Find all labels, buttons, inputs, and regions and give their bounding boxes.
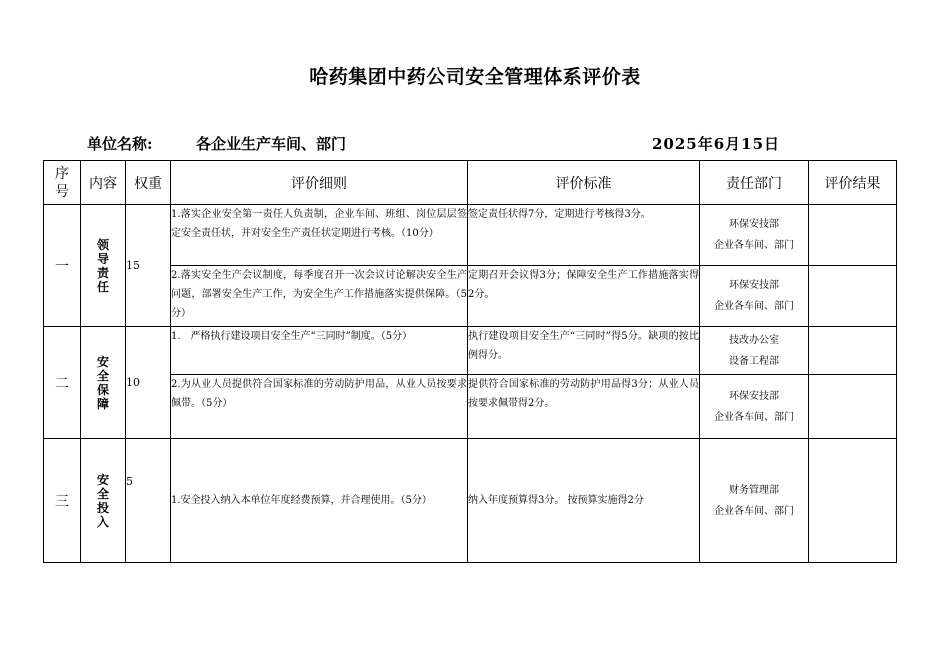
row-dept xyxy=(700,375,809,439)
dept-line-1: 环保安技部 xyxy=(729,280,779,291)
group-weight: 15 xyxy=(126,205,171,327)
group-content xyxy=(81,205,126,327)
row-standard: 签定责任状得7分，定期进行考核得3分。 xyxy=(468,205,700,266)
document-date: 2025年6月15日 xyxy=(652,135,781,153)
header-seq xyxy=(44,161,81,205)
row-dept xyxy=(700,439,809,563)
dept-line-1: 技改办公室 xyxy=(729,334,779,346)
row-detail: 2.落实安全生产会议制度，每季度召开一次会议讨论解决安全生产问题，部署安全生产工作，为安全生产工作措施落实提供保障。（5分） xyxy=(171,266,468,327)
header-result: 评价结果 xyxy=(809,161,897,205)
row-result xyxy=(809,205,897,266)
group-seq: 三 xyxy=(44,439,81,563)
unit-name-label: 单位名称: xyxy=(87,135,153,153)
row-standard: 提供符合国家标准的劳动防护用品得3分；从业人员按要求佩带得2分。 xyxy=(468,375,700,439)
dept-line-2: 设备工程部 xyxy=(729,355,779,367)
dept-line-1: 财务管理部 xyxy=(729,484,779,496)
group-content-text: 安全保障 xyxy=(96,354,109,411)
row-dept xyxy=(700,266,809,327)
row-result xyxy=(809,327,897,375)
unit-name-value: 各企业生产车间、部门 xyxy=(196,135,347,153)
row-result xyxy=(809,375,897,439)
row-detail: 2.为从业人员提供符合国家标准的劳动防护用品，从业人员按要求佩带。（5分） xyxy=(171,375,468,439)
table-row xyxy=(44,439,897,563)
row-detail: 1.落实企业安全第一责任人负责制，企业车间、班组、岗位层层签定安全责任状，并对安全生产责任状定期进行考核。（10分） xyxy=(171,205,468,266)
header-standard: 评价标准 xyxy=(468,161,700,205)
evaluation-table xyxy=(43,160,897,563)
row-standard: 纳入年度预算得3分。 按预算实施得2分 xyxy=(468,439,700,563)
group-content xyxy=(81,327,126,439)
dept-line-2: 企业各车间、部门 xyxy=(714,505,794,517)
group-content-text: 安全投入 xyxy=(96,472,109,529)
row-dept xyxy=(700,205,809,266)
dept-line-1: 环保安技部 xyxy=(729,219,779,230)
row-dept xyxy=(700,327,809,375)
table-row xyxy=(44,375,897,439)
row-detail: 1. 严格执行建设项目安全生产“三同时”制度。（5分） xyxy=(171,327,468,375)
row-result xyxy=(809,439,897,563)
row-result xyxy=(809,266,897,327)
header-dept: 责任部门 xyxy=(700,161,809,205)
row-standard: 执行建设项目安全生产“三同时”得5分。缺项的按比例得分。 xyxy=(468,327,700,375)
table-row xyxy=(44,327,897,375)
dept-line-2: 企业各车间、部门 xyxy=(714,301,794,312)
group-weight: 10 xyxy=(126,327,171,439)
dept-line-2: 企业各车间、部门 xyxy=(714,411,794,423)
header-weight: 权重 xyxy=(126,161,171,205)
table-header-row xyxy=(44,161,897,205)
group-seq: 二 xyxy=(44,327,81,439)
group-content-text: 领导责任 xyxy=(96,237,109,294)
header-seq-line-1: 序 xyxy=(55,165,69,182)
group-weight: 5 xyxy=(126,439,171,563)
row-detail: 1.安全投入纳入本单位年度经费预算，并合理使用。（5分） xyxy=(171,439,468,563)
dept-line-1: 环保安技部 xyxy=(729,390,779,402)
row-standard: 定期召开会议得3分；保障安全生产工作措施落实得2分。 xyxy=(468,266,700,327)
header-detail: 评价细则 xyxy=(171,161,468,205)
document-title: 哈药集团中药公司安全管理体系评价表 xyxy=(309,66,641,88)
group-content xyxy=(81,439,126,563)
dept-line-2: 企业各车间、部门 xyxy=(714,240,794,251)
group-seq: 一 xyxy=(44,205,81,327)
header-content: 内容 xyxy=(81,161,126,205)
table-row xyxy=(44,205,897,266)
table-row xyxy=(44,266,897,327)
header-seq-line-2: 号 xyxy=(55,183,69,200)
